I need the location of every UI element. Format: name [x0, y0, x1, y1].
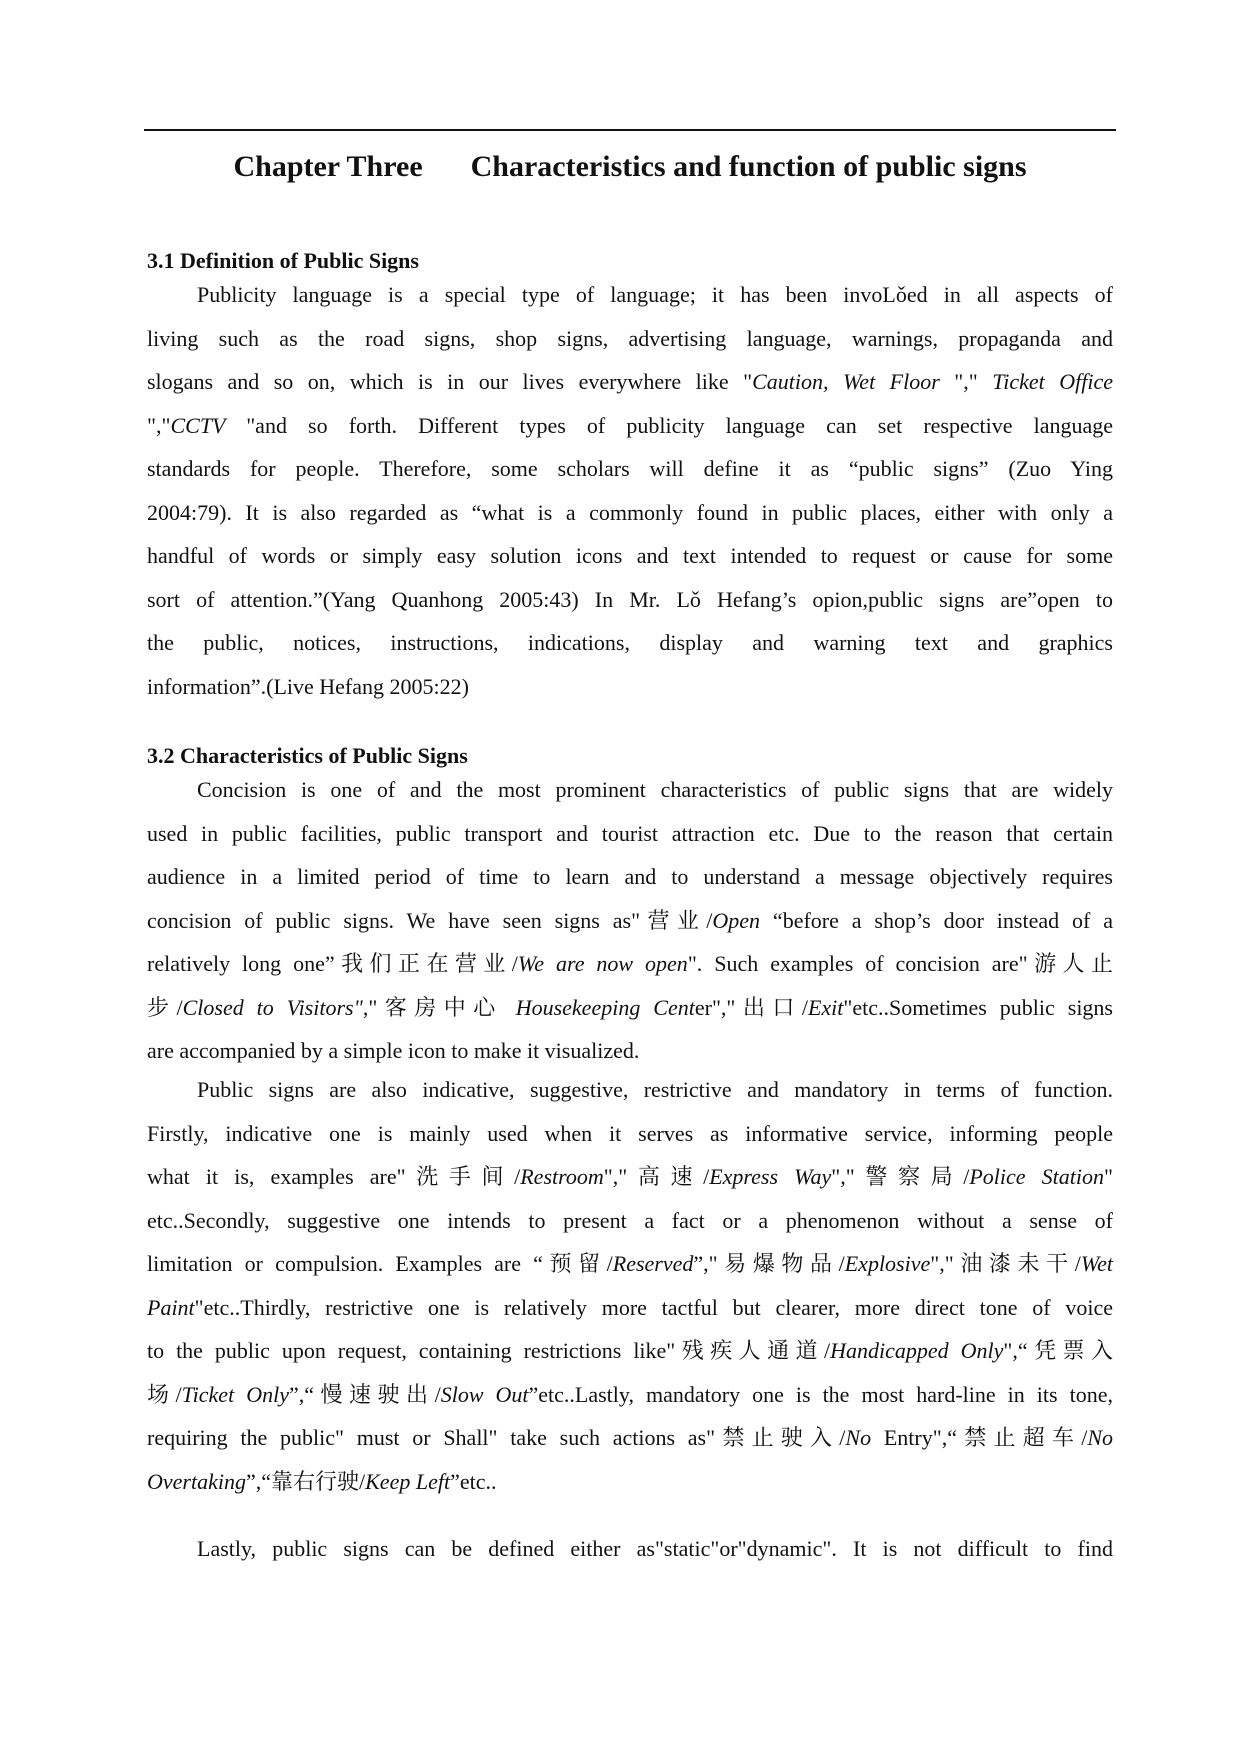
top-rule [144, 129, 1116, 131]
text-line: Firstly, indicative one is mainly used when it serves as informative service, informing people [147, 1120, 1113, 1146]
text-line: Overtaking”,“靠右行驶/Keep Left”etc.. [147, 1468, 497, 1494]
section-heading-3-1: 3.1 Definition of Public Signs [147, 248, 419, 273]
paragraph-function [147, 1068, 1113, 1503]
text-line: ","CCTV "and so forth. Different types of publicity language can set respective language [147, 412, 1114, 438]
text-line: used in public facilities, public transport and tourist attraction etc. Due to the reason that certain [147, 820, 1113, 846]
chapter-number: Chapter Three [233, 150, 423, 183]
text-line: handful of words or simply easy solution icons and text intended to request or cause for some [147, 543, 1113, 568]
text-line: concision of public signs. We have seen signs as"营业/Open “before a shop’s door instead of a [147, 907, 1113, 933]
text-line: sort of attention.”(Yang Quanhong 2005:43) In Mr. Lǒ Hefang’s opion,public signs are”open to [147, 586, 1113, 612]
text-line: 场/Ticket Only”,“慢速驶出/Slow Out”etc..Lastly, mandatory one is the most hard-line in its tone, [147, 1381, 1113, 1407]
text-line: Lastly, public signs can be defined either as"static"or"dynamic". It is not difficult to find [197, 1536, 1113, 1561]
text-line: limitation or compulsion. Examples are “预留/Reserved”,"易爆物品/Explosive","油漆未干/Wet [147, 1251, 1113, 1276]
section-heading-3-2: 3.2 Characteristics of Public Signs [147, 743, 468, 768]
text-line: etc..Secondly, suggestive one intends to present a fact or a phenomenon without a sense of [147, 1207, 1113, 1233]
text-line: standards for people. Therefore, some scholars will define it as “public signs” (Zuo Ying [147, 456, 1113, 481]
text-line: to the public upon request, containing restrictions like"残疾人通道/Handicapped Only",“凭票入 [147, 1338, 1113, 1363]
text-line: requiring the public" must or Shall" take such actions as"禁止驶入/No Entry",“禁止超车/No [147, 1425, 1113, 1450]
text-line: living such as the road signs, shop signs, advertising language, warnings, propaganda and [147, 325, 1113, 351]
paragraph-concision [147, 768, 1113, 1073]
text-line: are accompanied by a simple icon to make it visualized. [147, 1038, 640, 1063]
paragraph-definition [147, 273, 1113, 708]
text-line: information”.(Live Hefang 2005:22) [147, 673, 469, 699]
text-line: Publicity language is a special type of language; it has been invoLǒed in all aspects of [197, 282, 1113, 307]
text-line: what it is, examples are"洗手间/Restroom","高速/Express Way","警察局/Police Station" [147, 1164, 1114, 1189]
paragraph-static-dynamic [147, 1527, 1113, 1571]
text-line: Paint"etc..Thirdly, restrictive one is relatively more tactful but clearer, more direct tone of voice [147, 1294, 1113, 1320]
chapter-heading [144, 150, 1116, 184]
text-line: 2004:79). It is also regarded as “what is a commonly found in public places, either with only a [147, 499, 1113, 525]
text-line: audience in a limited period of time to learn and to understand a message objectively requires [147, 864, 1113, 889]
text-line: Concision is one of and the most prominent characteristics of public signs that are widely [197, 777, 1113, 802]
text-line: slogans and so on, which is in our lives everywhere like "Caution, Wet Floor "," Ticket Office [147, 369, 1113, 394]
text-line: relatively long one”我们正在营业/We are now open". Such examples of concision are"游人止 [147, 951, 1113, 976]
chapter-title: Characteristics and function of public signs [470, 150, 1027, 183]
text-line: the public, notices, instructions, indications, display and warning text and graphics [147, 630, 1113, 655]
text-line: Public signs are also indicative, suggestive, restrictive and mandatory in terms of function. [197, 1077, 1113, 1102]
text-line: 步/Closed to Visitors","客房中心 Housekeeping Center","出口/Exit"etc..Sometimes public signs [147, 994, 1113, 1020]
